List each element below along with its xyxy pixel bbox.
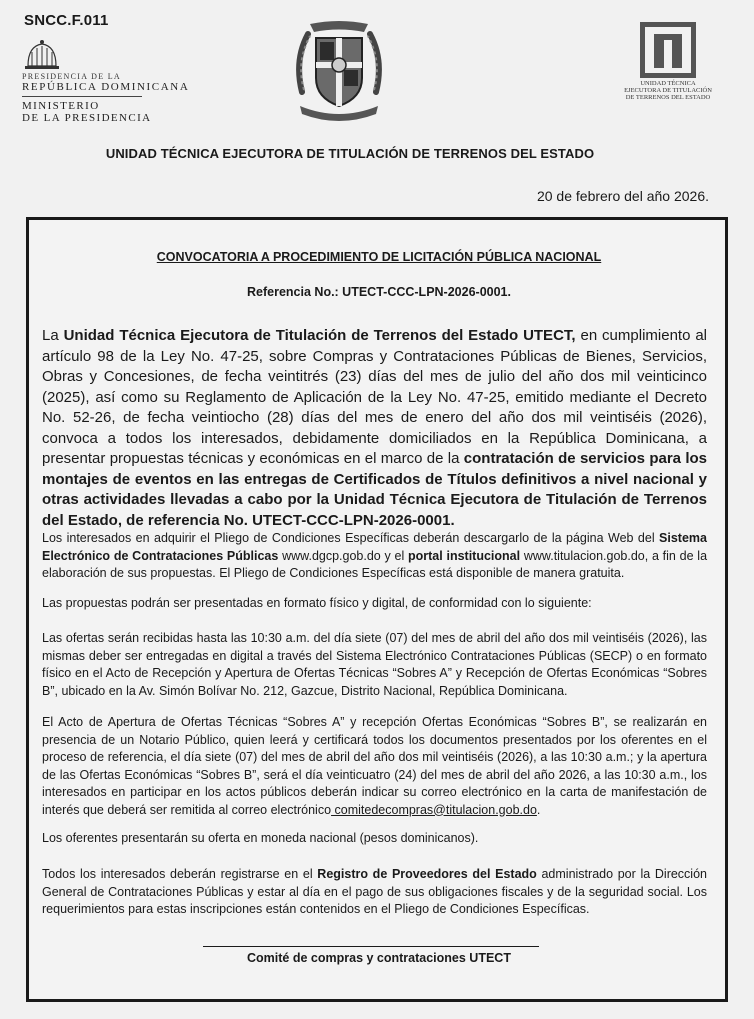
p6-text-1: Todos los interesados deberán registrarse en el (42, 867, 318, 881)
p4-text-1: El Acto de Apertura de Ofertas Técnicas “Sobres A” y recepción Ofertas Económicas “Sobres B”, se realizarán en presencia de un Notario Público, quien leerá y certificará todos los documentos presentados por los oferentes en el proceso de referencia, el día siete (07) del mes de abril del año dos mil veintiséis (2026), a las 10:30 a.m.; y la apertura de las Ofertas Económicas “Sobres B”, será el día veinticuatro (24) del mes de abril del año 2026, a las 10:30 a.m., los interesados en participar en los actos públicos deberán indicar su correo electrónico en la carta de manifestación de interés que deberá ser remitida al correo electrónico (42, 715, 707, 817)
utect-logo-line1: UNIDAD TÉCNICA (640, 80, 696, 87)
paragraph-format: Las propuestas podrán ser presentadas en formato físico y digital, de conformidad con lo siguiente: (42, 596, 592, 610)
ministerio-line2: DE LA PRESIDENCIA (22, 112, 152, 124)
utect-logo (618, 22, 728, 108)
paragraph-reception: Las ofertas serán recibidas hasta las 10:30 a.m. del día siete (07) del mes de abril del año dos mil veintiséis (2026), las mismas deber ser entregadas en digital a través del Sistema Electrónico Contrataciones Públicas (SECP) o en formato físico en el Acto de Recepción y Apertura de Ofertas Técnicas “Sobres A” y Recepción de Ofertas Económicas “Sobres B”, ubicado en la Av. Simón Bolívar No. 212, Gazcue, Distrito Nacional, República Dominicana. (42, 631, 707, 698)
utect-logo-mark-icon (640, 22, 696, 78)
utect-logo-text (618, 80, 718, 101)
paragraph-currency: Los oferentes presentarán su oferta en moneda nacional (pesos dominicanos). (42, 831, 479, 845)
p1-text-3: www.titulacion.gob.do, a fin de la elaboración de sus propuestas. El Pliego de Condiciones Específicas está disponible de manera gratuita. (42, 548, 708, 580)
main-bold-1: Unidad Técnica Ejecutora de Titulación de Terrenos del Estado UTECT, (63, 327, 576, 344)
main-text-1: La (42, 327, 64, 344)
notice-box (26, 217, 728, 1002)
coat-of-arms-icon (292, 20, 386, 124)
ministerio-line1: MINISTERIO (22, 100, 100, 112)
presidencia-emblem-icon (22, 38, 62, 74)
p1-text-2: www.dgcp.gob.do y el (278, 548, 408, 563)
p1-bold-1: Sistema Electrónico de Contrataciones Públicas (42, 531, 707, 563)
presidencia-line2: REPÚBLICA DOMINICANA (22, 81, 190, 93)
signature-label: Comité de compras y contrataciones UTECT (247, 951, 511, 965)
utect-logo-line3: DE TERRENOS DEL ESTADO (625, 94, 711, 101)
p6-text-2: administrado por la Dirección General de Contrataciones Públicas y estar al día en el pago de sus obligaciones fiscales y de la seguridad social. Los requerimientos para estas inscripciones están contenidos en el Pliego de Condiciones Específicas. (42, 867, 707, 916)
paragraph-opening (42, 714, 707, 819)
ministerio-label (22, 100, 152, 124)
p1-bold-2: portal institucional (408, 548, 521, 563)
p1-text-1: Los interesados en adquirir el Pliego de Condiciones Específicas deberán descargarlo de la página Web del (42, 531, 660, 545)
reference-number: Referencia No.: UTECT-CCC-LPN-2026-0001. (247, 285, 511, 299)
p4-text-2: . (536, 802, 541, 817)
presidencia-line1: PRESIDENCIA DE LA (22, 72, 121, 81)
committee-email-link[interactable]: comitedecompras@titulacion.gob.do (331, 802, 537, 817)
signature-line (203, 946, 539, 947)
organization-title: UNIDAD TÉCNICA EJECUTORA DE TITULACIÓN DE TERRENOS DEL ESTADO (105, 146, 595, 161)
p6-bold-1: Registro de Proveedores del Estado (317, 867, 537, 881)
form-code: SNCC.F.011 (24, 12, 109, 29)
notice-title: CONVOCATORIA A PROCEDIMIENTO DE LICITACIÓN PÚBLICA NACIONAL (156, 250, 602, 264)
main-text-2: en cumplimiento al artículo 98 de la Ley No. 47-25, sobre Compras y Contrataciones Públicas de Bienes, Servicios, Obras y Concesiones, de fecha veintitrés (23) días del mes de julio del año dos mil veinticinco (2025), así como su Reglamento de Aplicación de la Ley No. 47-25, emitido mediante el Decreto No. 52-26, de fecha veintiocho (28) días del mes de enero del año dos mil veintiséis (2026), convoca a todos los interesados, debidamente domiciliados en la República Dominicana, a presentar propuestas técnicas y económicas en el marco de la (42, 327, 708, 467)
presidencia-divider (22, 96, 142, 97)
utect-logo-line2: EJECUTORA DE TITULACIÓN (624, 87, 712, 94)
notice-date: 20 de febrero del año 2026. (536, 188, 709, 204)
paragraph-download (42, 530, 707, 583)
paragraph-registry (42, 866, 707, 919)
presidencia-logo (22, 38, 212, 128)
main-paragraph (42, 326, 707, 531)
main-bold-2: contratación de servicios para los montajes de eventos en las entregas de Certificados de Títulos definitivos a nivel nacional y otras actividades llevadas a cabo por la Unidad Técnica Ejecutora de Titulación de Terrenos del Estado, de referencia No. UTECT-CCC-LPN-2026-0001. (42, 450, 707, 529)
